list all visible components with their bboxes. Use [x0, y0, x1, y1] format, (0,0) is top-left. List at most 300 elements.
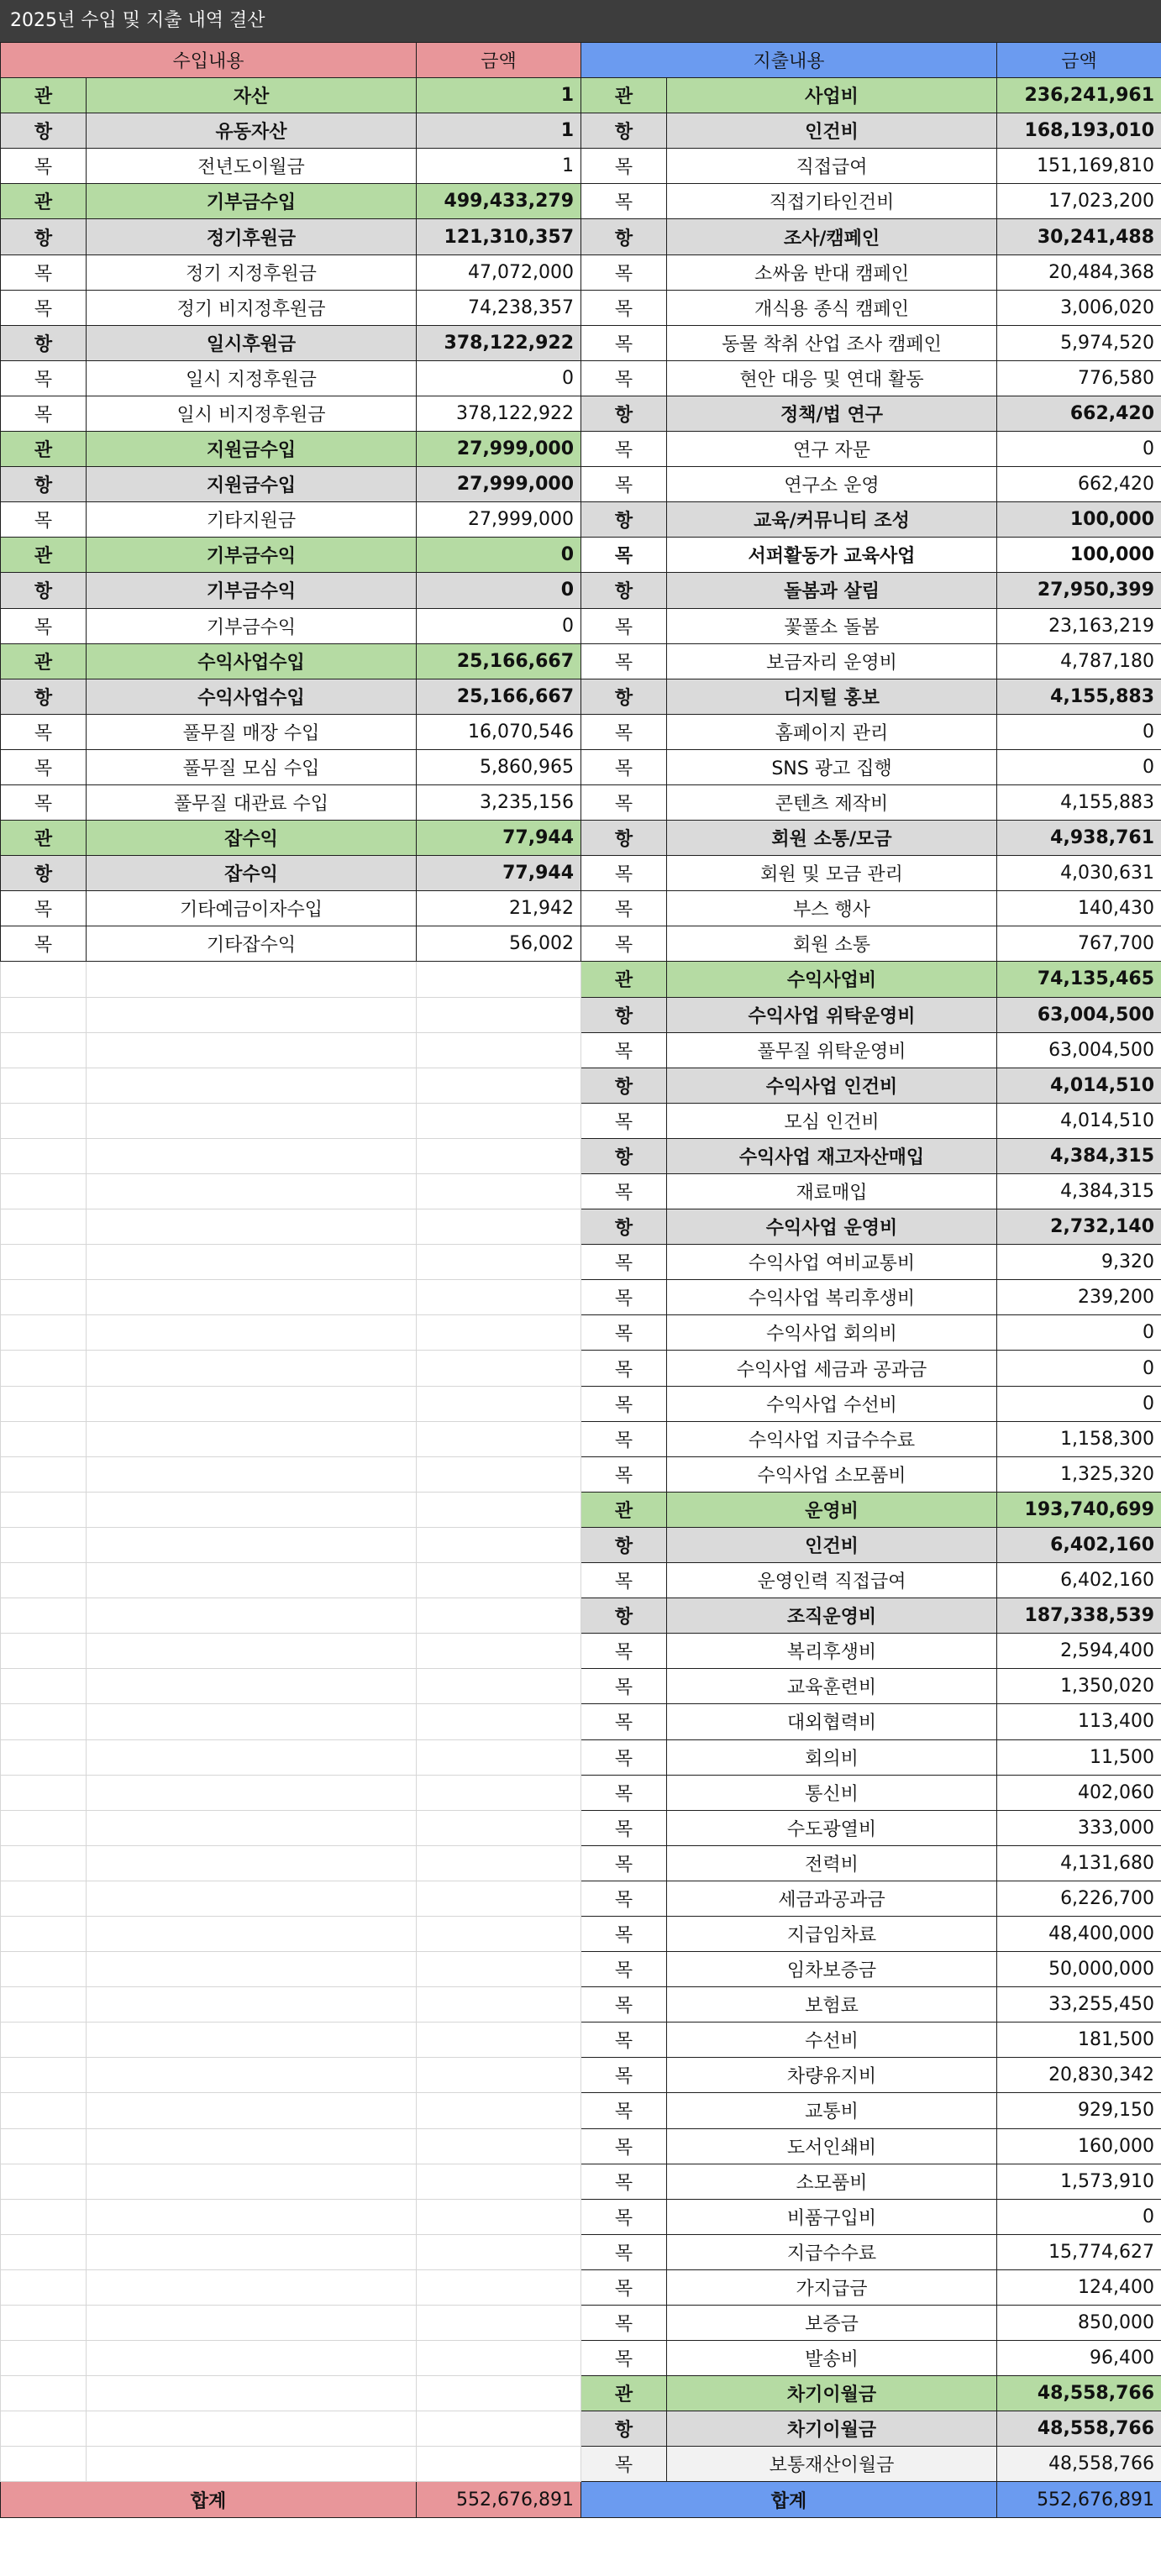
income-level: 목	[1, 784, 87, 820]
expense-amount: 48,558,766	[997, 2376, 1161, 2411]
expense-level: 목	[581, 1315, 667, 1351]
empty-cell	[417, 1209, 581, 1245]
income-level: 목	[1, 396, 87, 431]
empty-cell	[1, 1315, 87, 1351]
empty-cell	[1, 1704, 87, 1739]
table-row	[1, 113, 1161, 149]
empty-cell	[1, 2058, 87, 2093]
income-level: 관	[1, 432, 87, 467]
income-level: 목	[1, 891, 87, 926]
empty-cell	[87, 2199, 417, 2234]
income-level: 항	[1, 573, 87, 608]
income-name: 정기후원금	[87, 219, 417, 254]
expense-amount: 1,350,020	[997, 1669, 1161, 1704]
expense-amount: 4,014,510	[997, 1103, 1161, 1138]
income-level: 항	[1, 325, 87, 360]
table-row	[1, 2306, 1161, 2341]
empty-cell	[1, 1280, 87, 1315]
table-row	[1, 643, 1161, 679]
expense-name: 복리후생비	[667, 1634, 997, 1669]
expense-level: 목	[581, 2093, 667, 2128]
expense-level: 목	[581, 1103, 667, 1138]
table-row	[1, 1527, 1161, 1562]
empty-cell	[417, 1881, 581, 1916]
income-total-label: 합계	[1, 2482, 417, 2517]
expense-name: 부스 행사	[667, 891, 997, 926]
expense-amount: 1,158,300	[997, 1421, 1161, 1456]
empty-cell	[1, 1103, 87, 1138]
empty-cell	[87, 1351, 417, 1386]
expense-name: 운영인력 직접급여	[667, 1563, 997, 1598]
expense-amount: 236,241,961	[997, 78, 1161, 113]
table-row	[1, 2341, 1161, 2376]
expense-name: 차기이월금	[667, 2411, 997, 2447]
expense-amount: 767,700	[997, 926, 1161, 962]
empty-cell	[1, 1174, 87, 1209]
expense-amount: 4,131,680	[997, 1845, 1161, 1881]
empty-cell	[417, 1563, 581, 1598]
expense-amount: 9,320	[997, 1245, 1161, 1280]
table-row	[1, 184, 1161, 219]
expense-name: 보금자리 운영비	[667, 643, 997, 679]
table-row	[1, 1916, 1161, 1951]
table-row	[1, 1810, 1161, 1845]
empty-cell	[417, 1634, 581, 1669]
empty-cell	[417, 1916, 581, 1951]
table-row	[1, 1351, 1161, 1386]
table-row	[1, 856, 1161, 891]
expense-level: 관	[581, 2376, 667, 2411]
empty-cell	[87, 962, 417, 997]
income-level: 관	[1, 78, 87, 113]
empty-cell	[1, 2269, 87, 2305]
header-row	[1, 43, 1161, 78]
empty-cell	[1, 2199, 87, 2234]
expense-level: 목	[581, 1421, 667, 1456]
empty-cell	[417, 1103, 581, 1138]
expense-name: 동물 착취 산업 조사 캠페인	[667, 325, 997, 360]
empty-cell	[417, 2234, 581, 2269]
empty-cell	[87, 1598, 417, 1634]
expense-name: 디지털 홍보	[667, 679, 997, 714]
income-name: 일시후원금	[87, 325, 417, 360]
expense-name: 도서인쇄비	[667, 2128, 997, 2164]
empty-cell	[87, 1456, 417, 1492]
expense-name: 통신비	[667, 1775, 997, 1810]
income-amount: 0	[417, 538, 581, 573]
table-row	[1, 360, 1161, 396]
income-amount: 121,310,357	[417, 219, 581, 254]
empty-cell	[1, 1245, 87, 1280]
empty-cell	[87, 1068, 417, 1103]
expense-level: 관	[581, 962, 667, 997]
expense-amount: 239,200	[997, 1280, 1161, 1315]
empty-cell	[1, 2093, 87, 2128]
income-amount: 1	[417, 149, 581, 184]
table-row	[1, 1068, 1161, 1103]
expense-amount: 124,400	[997, 2269, 1161, 2305]
table-row	[1, 1563, 1161, 1598]
expense-name: 수익사업 위탁운영비	[667, 997, 997, 1032]
empty-cell	[1, 1492, 87, 1527]
income-name: 일시 지정후원금	[87, 360, 417, 396]
empty-cell	[417, 1669, 581, 1704]
expense-name: 수익사업 세금과 공과금	[667, 1351, 997, 1386]
expense-amount: 4,155,883	[997, 784, 1161, 820]
expense-name: SNS 광고 집행	[667, 749, 997, 784]
expense-level: 목	[581, 1386, 667, 1421]
expense-name: 인건비	[667, 113, 997, 149]
expense-name: 연구소 운영	[667, 467, 997, 502]
empty-cell	[417, 2376, 581, 2411]
expense-amount: 0	[997, 714, 1161, 749]
expense-name: 세금과공과금	[667, 1881, 997, 1916]
table-row	[1, 2411, 1161, 2447]
expense-amount: 151,169,810	[997, 149, 1161, 184]
empty-cell	[1, 2447, 87, 2482]
empty-cell	[87, 2376, 417, 2411]
expense-level: 항	[581, 1138, 667, 1173]
income-level: 관	[1, 184, 87, 219]
expense-amount: 2,594,400	[997, 1634, 1161, 1669]
empty-cell	[87, 1421, 417, 1456]
empty-cell	[87, 1739, 417, 1775]
expense-name: 지급수수료	[667, 2234, 997, 2269]
expense-amount: 402,060	[997, 1775, 1161, 1810]
income-amount: 378,122,922	[417, 325, 581, 360]
expense-level: 항	[581, 1527, 667, 1562]
expense-name: 재료매입	[667, 1174, 997, 1209]
expense-level: 목	[581, 2128, 667, 2164]
expense-amount: 48,558,766	[997, 2411, 1161, 2447]
income-amount: 77,944	[417, 821, 581, 856]
expense-name: 사업비	[667, 78, 997, 113]
income-amount: 16,070,546	[417, 714, 581, 749]
expense-name: 임차보증금	[667, 1952, 997, 1987]
expense-name: 수익사업 회의비	[667, 1315, 997, 1351]
expense-total-label: 합계	[581, 2482, 997, 2517]
table-row	[1, 1598, 1161, 1634]
expense-level: 목	[581, 2164, 667, 2199]
expense-amount: 193,740,699	[997, 1492, 1161, 1527]
expense-level: 목	[581, 1987, 667, 2023]
expense-amount: 96,400	[997, 2341, 1161, 2376]
expense-level: 목	[581, 856, 667, 891]
expense-total-amount: 552,676,891	[997, 2482, 1161, 2517]
expense-amount: 11,500	[997, 1739, 1161, 1775]
table-row	[1, 608, 1161, 643]
expense-amount: 4,030,631	[997, 856, 1161, 891]
expense-level: 목	[581, 2023, 667, 2058]
expense-name: 대외협력비	[667, 1704, 997, 1739]
empty-cell	[1, 2411, 87, 2447]
expense-level: 목	[581, 926, 667, 962]
expense-amount: 6,402,160	[997, 1563, 1161, 1598]
empty-cell	[1, 1881, 87, 1916]
table-row	[1, 1669, 1161, 1704]
empty-cell	[417, 1068, 581, 1103]
expense-amount: 48,558,766	[997, 2447, 1161, 2482]
empty-cell	[87, 1209, 417, 1245]
empty-cell	[417, 1174, 581, 1209]
expense-amount: 4,384,315	[997, 1174, 1161, 1209]
expense-level: 목	[581, 325, 667, 360]
expense-amount: 15,774,627	[997, 2234, 1161, 2269]
table-row	[1, 254, 1161, 290]
income-name: 잡수익	[87, 856, 417, 891]
expense-level: 목	[581, 1881, 667, 1916]
income-level: 목	[1, 254, 87, 290]
expense-level: 항	[581, 679, 667, 714]
settlement-table	[0, 42, 1161, 2518]
expense-amount: 662,420	[997, 396, 1161, 431]
income-name: 풀무질 모심 수입	[87, 749, 417, 784]
expense-amount: 23,163,219	[997, 608, 1161, 643]
expense-name: 보통재산이월금	[667, 2447, 997, 2482]
expense-amount: 3,006,020	[997, 290, 1161, 325]
empty-cell	[1, 2023, 87, 2058]
empty-cell	[417, 1315, 581, 1351]
table-row	[1, 679, 1161, 714]
expense-amount: 4,787,180	[997, 643, 1161, 679]
income-amount: 378,122,922	[417, 396, 581, 431]
income-name: 정기 지정후원금	[87, 254, 417, 290]
empty-cell	[417, 2199, 581, 2234]
expense-level: 목	[581, 149, 667, 184]
income-name: 풀무질 매장 수입	[87, 714, 417, 749]
table-row	[1, 1386, 1161, 1421]
empty-cell	[87, 1810, 417, 1845]
income-amount: 56,002	[417, 926, 581, 962]
expense-level: 항	[581, 573, 667, 608]
expense-amount: 187,338,539	[997, 1598, 1161, 1634]
expense-level: 목	[581, 2234, 667, 2269]
table-row	[1, 1032, 1161, 1068]
income-name: 유동자산	[87, 113, 417, 149]
empty-cell	[417, 1987, 581, 2023]
table-row	[1, 467, 1161, 502]
expense-level: 목	[581, 749, 667, 784]
empty-cell	[1, 1634, 87, 1669]
income-amount: 27,999,000	[417, 432, 581, 467]
empty-cell	[87, 2411, 417, 2447]
expense-name: 직접기타인건비	[667, 184, 997, 219]
expense-name: 차기이월금	[667, 2376, 997, 2411]
expense-level: 항	[581, 2411, 667, 2447]
expense-name: 지급임차료	[667, 1916, 997, 1951]
empty-cell	[417, 2306, 581, 2341]
empty-cell	[1, 2128, 87, 2164]
expense-level: 관	[581, 1492, 667, 1527]
table-row	[1, 325, 1161, 360]
sheet-title: 2025년 수입 및 지출 내역 결산	[0, 0, 1161, 42]
income-name: 일시 비지정후원금	[87, 396, 417, 431]
expense-amount: 662,420	[997, 467, 1161, 502]
table-row	[1, 714, 1161, 749]
income-name: 기타잡수익	[87, 926, 417, 962]
table-row	[1, 2093, 1161, 2128]
empty-cell	[1, 1739, 87, 1775]
expense-name: 비품구입비	[667, 2199, 997, 2234]
empty-cell	[417, 2128, 581, 2164]
income-level: 항	[1, 467, 87, 502]
empty-cell	[417, 1280, 581, 1315]
expense-level: 항	[581, 396, 667, 431]
expense-level: 목	[581, 1739, 667, 1775]
empty-cell	[1, 1032, 87, 1068]
expense-level: 목	[581, 2447, 667, 2482]
expense-name: 수익사업 수선비	[667, 1386, 997, 1421]
expense-name: 수도광열비	[667, 1810, 997, 1845]
expense-level: 목	[581, 254, 667, 290]
income-level: 항	[1, 219, 87, 254]
expense-level: 목	[581, 2058, 667, 2093]
expense-level: 항	[581, 997, 667, 1032]
table-row	[1, 1280, 1161, 1315]
expense-name: 회원 소통	[667, 926, 997, 962]
income-level: 관	[1, 538, 87, 573]
empty-cell	[87, 1704, 417, 1739]
expense-name: 인건비	[667, 1527, 997, 1562]
empty-cell	[87, 2023, 417, 2058]
expense-amount: 100,000	[997, 502, 1161, 538]
expense-name: 운영비	[667, 1492, 997, 1527]
empty-cell	[417, 2269, 581, 2305]
table-row	[1, 2128, 1161, 2164]
table-row	[1, 2023, 1161, 2058]
expense-amount: 17,023,200	[997, 184, 1161, 219]
expense-level: 목	[581, 1704, 667, 1739]
expense-level: 목	[581, 1563, 667, 1598]
income-name: 수익사업수입	[87, 679, 417, 714]
expense-level: 목	[581, 290, 667, 325]
expense-amount: 181,500	[997, 2023, 1161, 2058]
total-row	[1, 2482, 1161, 2517]
income-level: 항	[1, 679, 87, 714]
income-name: 정기 비지정후원금	[87, 290, 417, 325]
expense-amount: 20,484,368	[997, 254, 1161, 290]
expense-amount: 850,000	[997, 2306, 1161, 2341]
table-row	[1, 926, 1161, 962]
empty-cell	[417, 2341, 581, 2376]
empty-cell	[417, 1810, 581, 1845]
table-row	[1, 1174, 1161, 1209]
empty-cell	[417, 1845, 581, 1881]
empty-cell	[87, 997, 417, 1032]
expense-level: 목	[581, 360, 667, 396]
expense-level: 목	[581, 1456, 667, 1492]
income-amount: 25,166,667	[417, 643, 581, 679]
empty-cell	[87, 2128, 417, 2164]
income-amount: 5,860,965	[417, 749, 581, 784]
income-level: 항	[1, 856, 87, 891]
empty-cell	[417, 1245, 581, 1280]
empty-cell	[1, 2164, 87, 2199]
expense-name: 차량유지비	[667, 2058, 997, 2093]
table-row	[1, 2164, 1161, 2199]
income-level: 관	[1, 821, 87, 856]
expense-level: 목	[581, 1845, 667, 1881]
empty-cell	[417, 962, 581, 997]
table-row	[1, 2269, 1161, 2305]
expense-name: 회의비	[667, 1739, 997, 1775]
expense-name: 보험료	[667, 1987, 997, 2023]
income-level: 목	[1, 714, 87, 749]
empty-cell	[87, 1527, 417, 1562]
table-row	[1, 1421, 1161, 1456]
table-row	[1, 1845, 1161, 1881]
empty-cell	[87, 2269, 417, 2305]
expense-amount-header: 금액	[997, 43, 1161, 78]
empty-cell	[1, 1386, 87, 1421]
expense-name: 수익사업비	[667, 962, 997, 997]
empty-cell	[87, 2447, 417, 2482]
empty-cell	[417, 1386, 581, 1421]
expense-name: 개식용 종식 캠페인	[667, 290, 997, 325]
table-row	[1, 1952, 1161, 1987]
empty-cell	[1, 1138, 87, 1173]
empty-cell	[417, 1421, 581, 1456]
table-row	[1, 78, 1161, 113]
expense-amount: 1,325,320	[997, 1456, 1161, 1492]
empty-cell	[87, 2058, 417, 2093]
income-amount: 77,944	[417, 856, 581, 891]
expense-name: 회원 및 모금 관리	[667, 856, 997, 891]
expense-level: 목	[581, 1280, 667, 1315]
empty-cell	[1, 1916, 87, 1951]
empty-cell	[1, 1209, 87, 1245]
empty-cell	[1, 2234, 87, 2269]
expense-name: 발송비	[667, 2341, 997, 2376]
table-row	[1, 1315, 1161, 1351]
empty-cell	[87, 1845, 417, 1881]
expense-amount: 4,384,315	[997, 1138, 1161, 1173]
income-amount: 74,238,357	[417, 290, 581, 325]
empty-cell	[417, 2411, 581, 2447]
expense-level: 목	[581, 1669, 667, 1704]
expense-name: 서퍼활동가 교육사업	[667, 538, 997, 573]
empty-cell	[87, 1386, 417, 1421]
expense-name: 소싸움 반대 캠페인	[667, 254, 997, 290]
expense-amount: 776,580	[997, 360, 1161, 396]
empty-cell	[1, 1775, 87, 1810]
expense-item-header: 지출내용	[581, 43, 997, 78]
income-name: 기타예금이자수입	[87, 891, 417, 926]
empty-cell	[87, 1952, 417, 1987]
expense-name: 수익사업 재고자산매입	[667, 1138, 997, 1173]
expense-name: 정책/법 연구	[667, 396, 997, 431]
empty-cell	[1, 1598, 87, 1634]
income-name: 기부금수입	[87, 184, 417, 219]
table-row	[1, 219, 1161, 254]
expense-name: 수익사업 인건비	[667, 1068, 997, 1103]
empty-cell	[1, 1810, 87, 1845]
expense-level: 목	[581, 1245, 667, 1280]
empty-cell	[417, 1351, 581, 1386]
table-row	[1, 962, 1161, 997]
income-amount: 1	[417, 78, 581, 113]
income-amount: 0	[417, 360, 581, 396]
table-row	[1, 573, 1161, 608]
table-row	[1, 1456, 1161, 1492]
expense-amount: 929,150	[997, 2093, 1161, 2128]
empty-cell	[1, 1456, 87, 1492]
empty-cell	[87, 2234, 417, 2269]
expense-level: 항	[581, 1598, 667, 1634]
empty-cell	[87, 1032, 417, 1068]
income-amount: 3,235,156	[417, 784, 581, 820]
expense-level: 목	[581, 643, 667, 679]
